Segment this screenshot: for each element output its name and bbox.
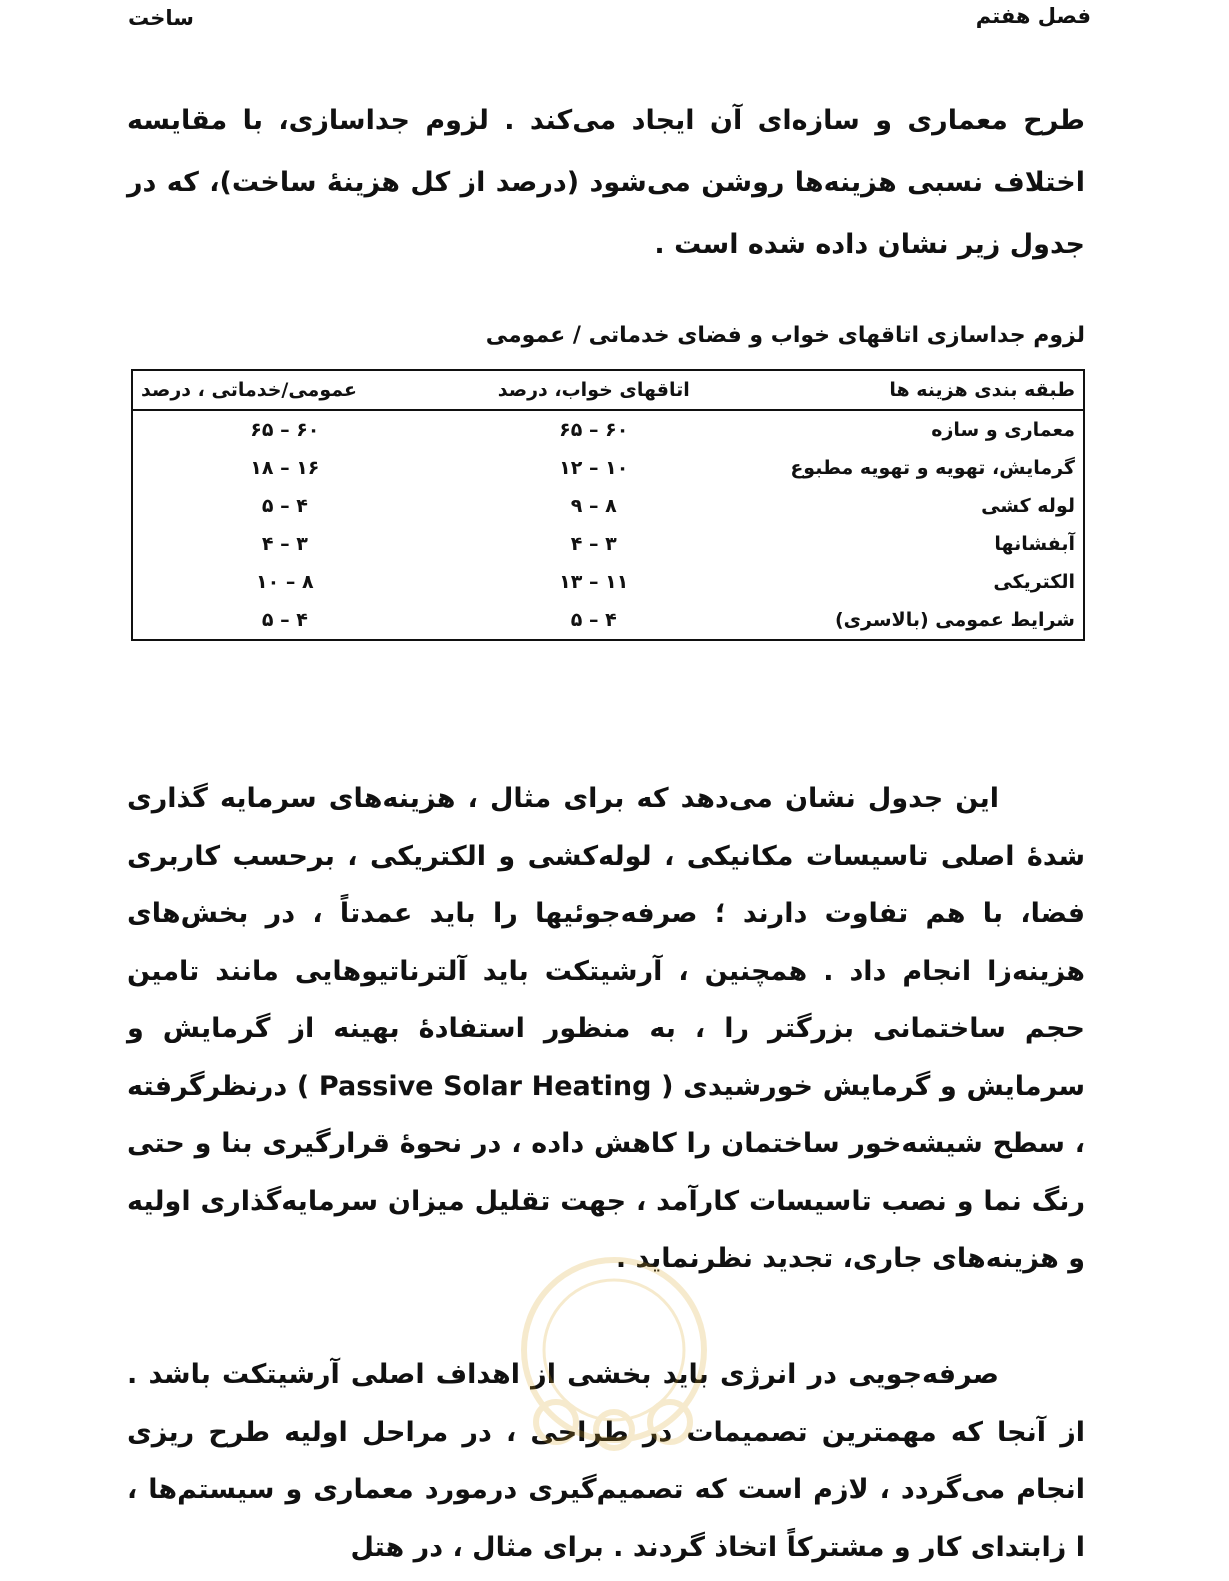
- cell-bedrooms: ۴ – ۵: [570, 609, 617, 631]
- watermark-seal-icon: [498, 1254, 730, 1454]
- last-paragraph: صرفه‌جویی در انرژی باید بخشی از اهداف اصلی آرشیتکت باشد . از آنجا که مهمترین تصمیمات در طراحی ، در مراحل اولیه طرح ریزی انجام می‌گردد ، لازم است که تصمیم‌گیری درمورد معماری و سیستم‌ها ، ا زابتدای کار و مشترکاً اتخاذ گردند . برای مثال ، در هتل: [127, 1359, 1085, 1563]
- cell-public: ۴ – ۵: [261, 495, 308, 517]
- table-row: [132, 601, 1084, 640]
- cell-category: گرمایش، تهویه و تهویه مطبوع: [790, 457, 1075, 479]
- cell-category: آبفشانها: [994, 533, 1075, 555]
- table-body: [132, 410, 1084, 640]
- table-row: [132, 525, 1084, 563]
- table-row: [132, 487, 1084, 525]
- cell-category: شرایط عمومی (بالاسری): [834, 609, 1075, 631]
- header-category: طبقه بندی هزینه ها: [751, 370, 1084, 410]
- cell-category: لوله کشی: [981, 495, 1075, 517]
- section-header: ساخت: [128, 6, 194, 30]
- table-row: [132, 410, 1084, 449]
- table-header-row: [132, 370, 1084, 410]
- cell-public: ۸ – ۱۰: [256, 571, 314, 593]
- table-row: [132, 563, 1084, 601]
- cell-public: ۶۰ – ۶۵: [250, 419, 320, 441]
- main-paragraph: این جدول نشان می‌دهد که برای مثال ، هزینه‌های سرمایه گذاری شدهٔ اصلی تاسیسات مکانیکی ، لوله‌کشی و الکتریکی ، برحسب کاربری فضا، با هم تفاوت دارند ؛ صرفه‌جوئیها را باید عمدتاً ، در بخش‌های هزینه‌زا انجام داد . همچنین ، آرشیتکت باید آلترناتیوهایی مانند تامین حجم ساختمانی بزرگتر را ، به منظور استفادهٔ بهینه از گرمایش و سرمایش و گرمایش خورشیدی ( Passive Solar Heating ) درنظرگرفته ، سطح شیشه‌خور ساختمان را کاهش داده ، در نحوهٔ قرارگیری بنا و حتی رنگ نما و نصب تاسیسات کارآمد ، جهت تقلیل میزان سرمایه‌گذاری اولیه و هزینه‌های جاری، تجدید نظرنماید .: [127, 783, 1085, 1274]
- cell-bedrooms: ۳ – ۴: [570, 533, 617, 555]
- chapter-header: فصل هفتم: [975, 4, 1091, 28]
- gear-seal-icon: [524, 1260, 704, 1448]
- seal-inner-ring: [544, 1280, 684, 1420]
- table-title: لزوم جداسازی اتاقهای خواب و فضای خدماتی / عمومی: [485, 323, 1085, 348]
- cost-table: [131, 369, 1085, 641]
- cell-category: الکتریکی: [993, 571, 1075, 593]
- table-header: [132, 370, 1084, 410]
- table-row: [132, 449, 1084, 487]
- header-public: عمومی/خدماتی ، درصد: [132, 370, 437, 410]
- cell-bedrooms: ۶۰ – ۶۵: [559, 419, 629, 441]
- cell-public: ۱۶ – ۱۸: [250, 457, 320, 479]
- cell-bedrooms: ۱۰ – ۱۲: [559, 457, 629, 479]
- cell-public: ۴ – ۵: [261, 609, 308, 631]
- cell-public: ۳ – ۴: [261, 533, 308, 555]
- cell-category: معماری و سازه: [931, 419, 1075, 441]
- cell-bedrooms: ۸ – ۹: [570, 495, 617, 517]
- header-bedrooms: اتاقهای خواب، درصد: [437, 370, 751, 410]
- cell-bedrooms: ۱۱ – ۱۳: [559, 571, 629, 593]
- intro-paragraph: طرح معماری و سازه‌ای آن ایجاد می‌کند . لزوم جداسازی، با مقایسه اختلاف نسبی هزینه‌ها روشن می‌شود (درصد از کل هزینهٔ ساخت)، که در جدول زیر نشان داده شده است .: [127, 105, 1085, 260]
